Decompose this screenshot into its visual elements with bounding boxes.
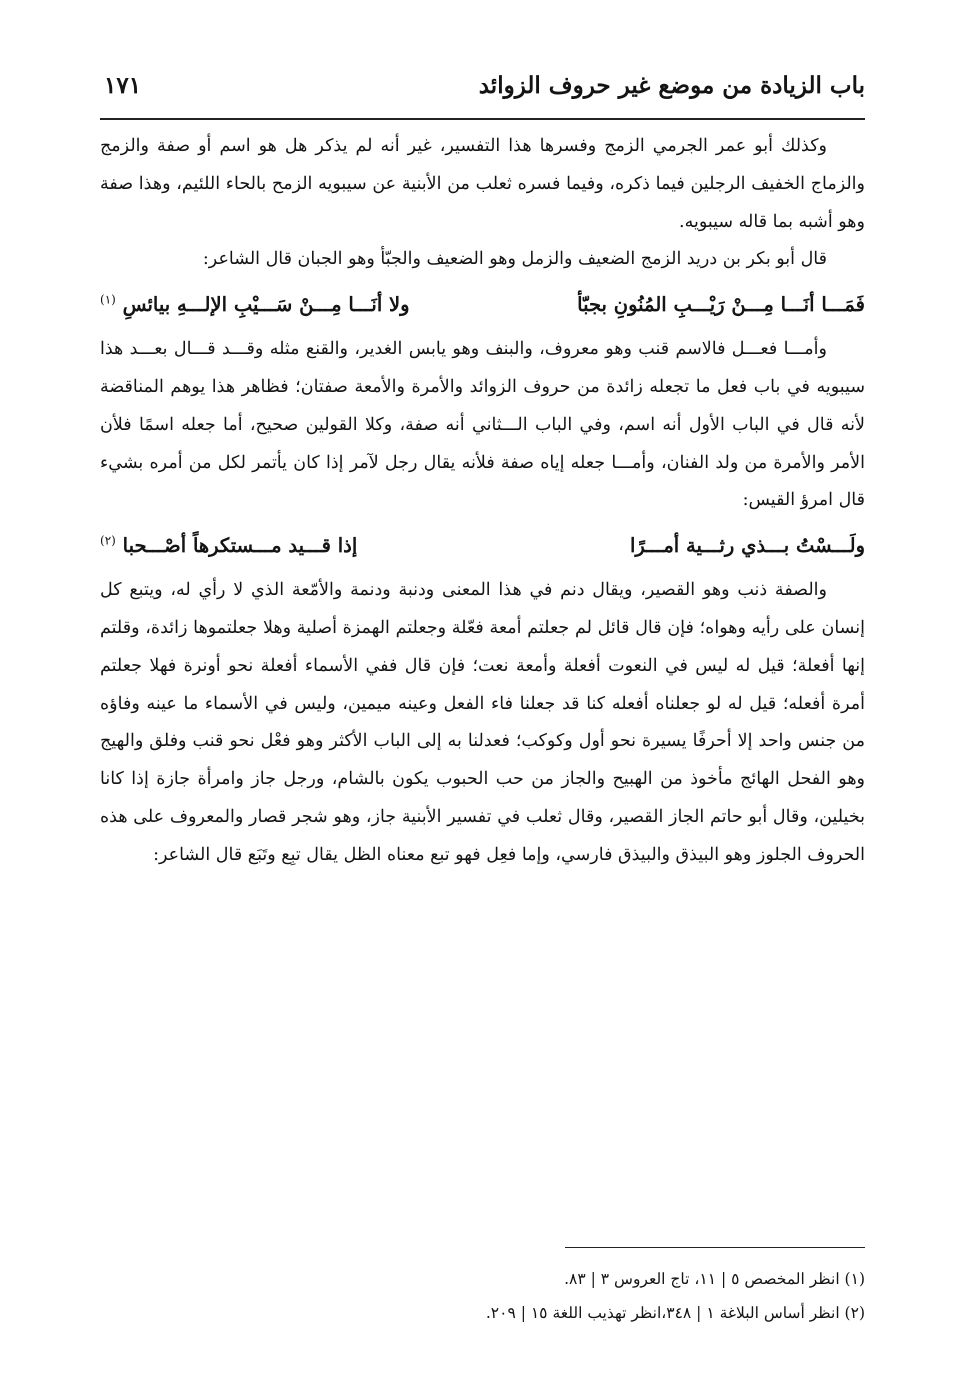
verse-second-hemistich xyxy=(100,279,410,331)
footnote-divider xyxy=(565,1247,865,1248)
verse-first-hemistich: فَمَـــا أنَـــا مِـــنْ رَيْـــبِ المُنُونِ بجبّأ xyxy=(577,293,865,317)
header-divider xyxy=(100,118,865,120)
footnote-reference: (١) xyxy=(100,292,116,307)
paragraph: والصفة ذنب وهو القصير، ويقال دنم في هذا المعنى ودنبة ودنمة والأمّعة الذي لا رأي له، ويتبع كل إنسان على رأيه وهواه؛ فإن قال قائل لم جعلتم أمعة فعّلة وجعلتم الهمزة أصلية وهلا جعلتموها زائدة، وقلتم إنها أفعلة؛ قيل له ليس في النعوت أفعلة وأمعة نعت؛ فإن قال ففي الأسماء أفعلة نحو أونرة فهلا جعلتم أمرة أفعله؛ قيل له لو جعلناه أفعله كنا قد جعلنا فاء الفعل وعينه ميمين، وليس في الأسماء ما عينه وفاؤه من جنس واحد إلا أحرفًا يسيرة نحو أول وكوكب؛ فعدلنا به إلى الباب الأكثر وهو فعْل نحو قنب وفلق والهيج وهو الفحل الهائج مأخوذ من الهبيح والجاز من حب الحبوب يكون بالشام، ورجل جاز وامرأة جازة إذا كانا بخيلين، وقال أبو حاتم الجاز القصير، وقال ثعلب في تفسير الأبنية جاز، وهو شجر قصار والمعروف على هذه الحروف الجلوز وهو البيذق والبيذق فارسي، وإما فعِل فهو تبع معناه الظل يقال تبِع وتَبَع قال الشاعر: xyxy=(100,580,865,865)
verse-second-hemistich xyxy=(100,520,357,572)
verse-first-hemistich: ولَـــسْتُ بـــذي رثـــية أمـــرًا xyxy=(630,534,865,558)
paragraph: قال أبو بكر بن دريد الزمج الضعيف والزمل وهو الضعيف والجبّأ وهو الجبان قال الشاعر: xyxy=(202,249,827,270)
footnote: (١) انظر المخصص ٥ | ١١، تاج العروس ٣ | ٨٣. xyxy=(564,1270,865,1288)
paragraph: وأمـــا فعـــل فالاسم قنب وهو معروف، والبنف وهو يابس الغدير، والقنع مثله وقـــد قـــال بعـــد هذا سيبويه في باب فعل ما تجعله زائدة من حروف الزوائد والأمرة والأمعة صفتان؛ فظاهر هذا يوهم المناقضة لأنه قال في الباب الأول أنه اسم، وفي الباب الـــثاني أنه صفة، وكلا القولين صحيح، أما جعله اسمًا فلأن الأمر والأمرة من ولد الفنان، وأمـــا جعله إياه صفة فلأنه يقال رجل لآمر إذا كان يأتمر لكل من أمره بشيء قال امرؤ القيس: xyxy=(100,339,865,511)
page-number: ١٧١ xyxy=(104,72,142,99)
page-title: باب الزيادة من موضع غير حروف الزوائد xyxy=(478,72,865,99)
paragraph: وكذلك أبو عمر الجرمي الزمج وفسرها هذا التفسير، غير أنه لم يذكر هل هو اسم أو صفة والزمج والزماج الخفيف الرجلين فيما ذكره، وفيما فسره ثعلب من الأبنية عن سيبويه الزمح بالحاء اللئيم، وهذا صفة وهو أشبه بما قاله سيبويه. xyxy=(100,136,865,232)
footnote-reference: (٢) xyxy=(100,533,116,548)
running-header xyxy=(100,66,865,110)
verse-line xyxy=(100,520,865,572)
verse-second-text: ولا أنَـــا مِـــنْ سَـــيْبِ الإلـــهِ بيائسِ xyxy=(122,293,410,317)
footnote: (٢) انظر أساس البلاغة ١ | ٣٤٨،انظر تهذيب اللغة ١٥ | ٢٠٩. xyxy=(485,1304,865,1322)
verse-line xyxy=(100,279,865,331)
footnotes xyxy=(100,1262,865,1330)
main-text xyxy=(100,128,865,875)
verse-second-text: إذا قـــيد مـــستكرهاً أصْـــحبا xyxy=(122,534,358,558)
